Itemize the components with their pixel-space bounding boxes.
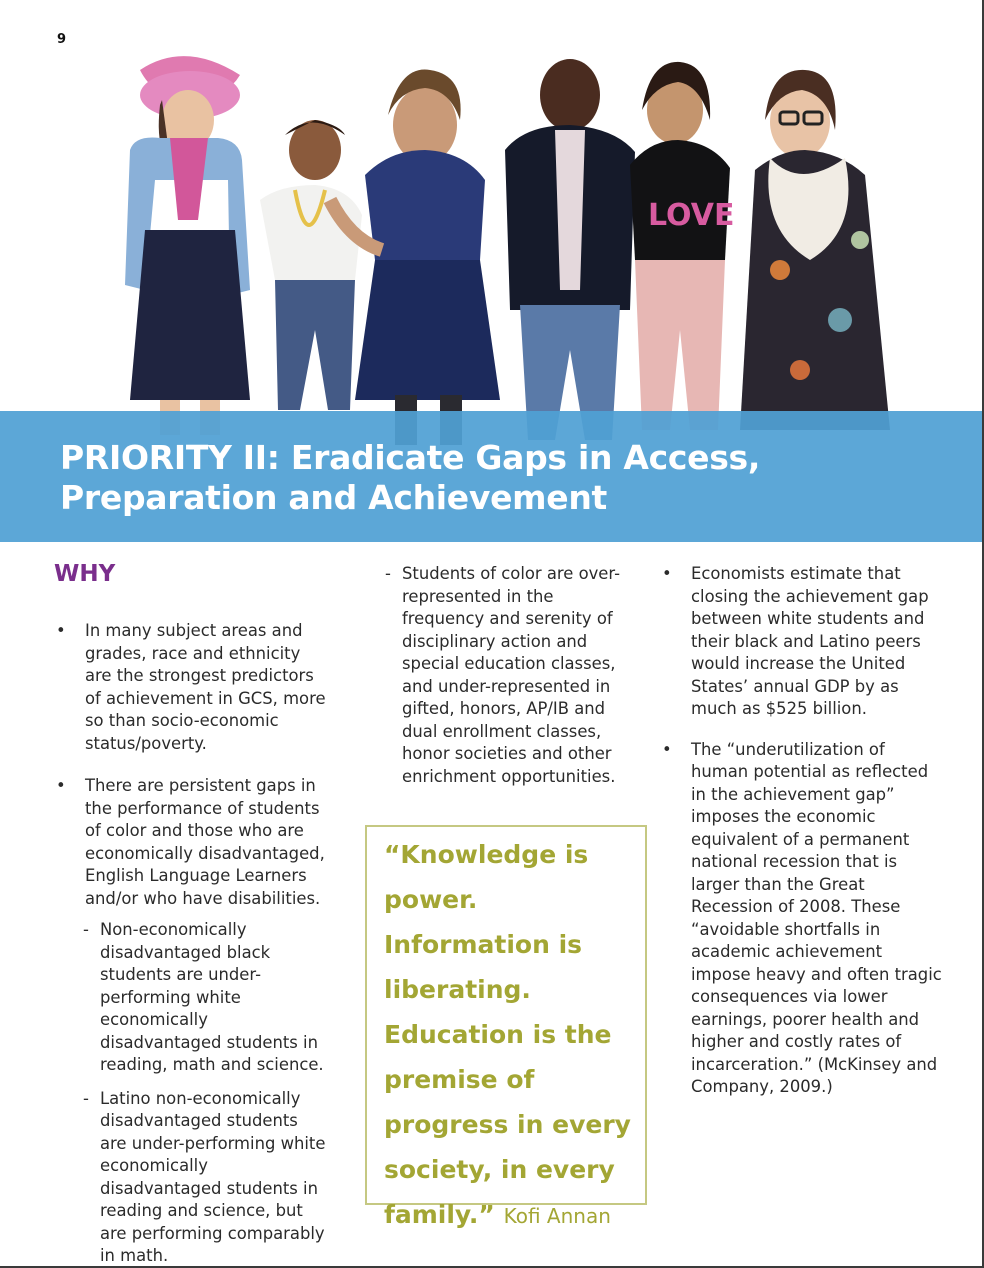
child-5-figure bbox=[630, 62, 734, 430]
list-item: • There are persistent gaps in the performance of students of color and those who are economically disadvantaged, English Language Learners and/or who have disabilities. bbox=[56, 775, 328, 910]
quote bbox=[384, 832, 639, 1239]
child-4-figure bbox=[505, 59, 635, 440]
sub-list-item: - Latino non-economically disadvantaged students are under-performing white economically disadvantaged students in reading and science, but are performing comparably in math. bbox=[83, 1088, 328, 1268]
svg-text:LOVE: LOVE bbox=[648, 198, 735, 233]
child-2-figure bbox=[260, 120, 362, 410]
sub-list bbox=[83, 919, 328, 1268]
column-3 bbox=[662, 563, 942, 1099]
quote-author: Kofi Annan bbox=[503, 1204, 611, 1228]
column-2 bbox=[385, 563, 629, 788]
sub-list-item: - Non-economically disadvantaged black students are under-performing white economically disadvantaged students in reading, math and science. bbox=[83, 919, 328, 1077]
page-title-line-1: PRIORITY II: Eradicate Gaps in Access, bbox=[60, 438, 761, 477]
column-1 bbox=[56, 620, 328, 1268]
sub-list-item: - Students of color are over-represented in the frequency and serenity of disciplinary action and special education classes, and under-represented in gifted, honors, AP/IB and dual enrollment classes, honor societies and other enrichment opportunities. bbox=[385, 563, 629, 788]
list-item: • The “underutilization of human potential as reflected in the achievement gap” imposes the economic equivalent of a permanent national recession that is larger than the Great Recession of 2008. These “avoidable shortfalls in academic achievement impose heavy and often tragic consequences via lower earnings, poorer health and higher and costly rates of incarceration.” (McKinsey and Company, 2009.) bbox=[662, 739, 942, 1099]
page-title-line-2: Preparation and Achievement bbox=[60, 478, 608, 517]
quote-text: “Knowledge is power. Information is liberating. Education is the premise of progress in every society, in every family.” bbox=[384, 840, 631, 1229]
page-title bbox=[60, 438, 820, 518]
child-1-figure bbox=[125, 56, 250, 435]
list-item: • In many subject areas and grades, race and ethnicity are the strongest predictors of achievement in GCS, more so than socio-economic status/poverty. bbox=[56, 620, 328, 755]
section-heading-why: WHY bbox=[54, 561, 116, 587]
list-item: • Economists estimate that closing the achievement gap between white students and their black and Latino peers would increase the United States’ annual GDP by as much as $525 billion. bbox=[662, 563, 942, 721]
child-6-figure bbox=[740, 70, 890, 430]
page-number: 9 bbox=[57, 32, 67, 47]
